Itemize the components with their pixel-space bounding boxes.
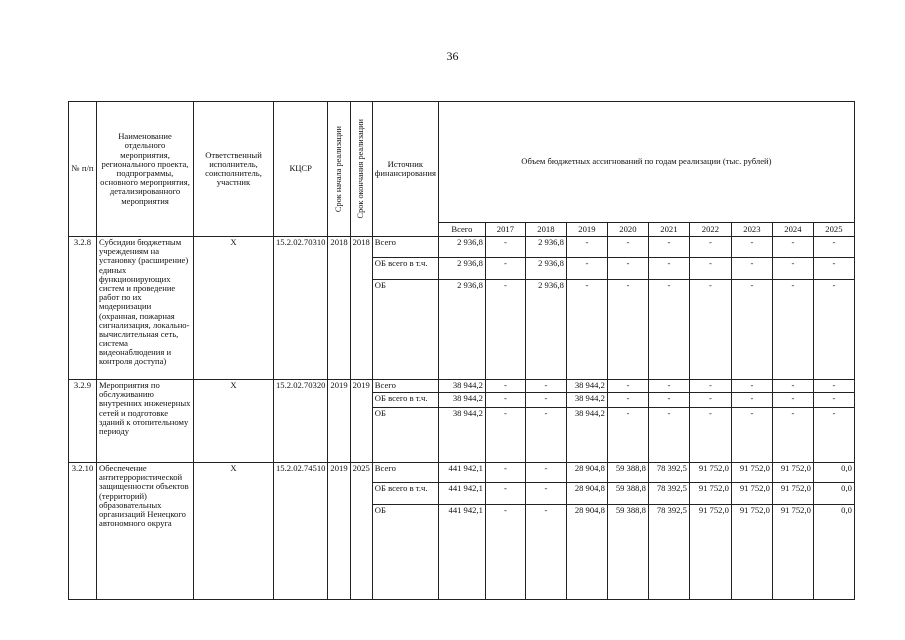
- total-amount: 38 944,2: [438, 380, 485, 393]
- year-amount: -: [485, 505, 525, 600]
- page-number: 36: [446, 49, 459, 63]
- header-end-text: Срок окончания реализации: [355, 119, 365, 219]
- year-amount: -: [772, 380, 813, 393]
- year-amount: -: [689, 280, 731, 380]
- header-name: Наименование отдельного мероприятия, регионального проекта, подпрограммы, основного мероприятия, детализированного мероприятия: [97, 102, 194, 237]
- measure-name: Обеспечение антитеррористической защищенности объектов (территорий) образовательных организаций Ненецкого автономного округа: [97, 463, 194, 600]
- header-responsible: Ответственный исполнитель, соисполнитель, участник: [194, 102, 274, 237]
- table-body: [69, 237, 855, 600]
- year-amount: 38 944,2: [566, 408, 607, 463]
- year-amount: -: [813, 280, 854, 380]
- year-amount: -: [772, 393, 813, 408]
- funding-source: Всего: [372, 237, 438, 258]
- year-amount: -: [648, 280, 689, 380]
- year-amount: -: [485, 408, 525, 463]
- header-year: 2023: [731, 223, 772, 237]
- row-number: 3.2.9: [69, 380, 97, 463]
- year-amount: -: [485, 463, 525, 483]
- end-year: 2025: [350, 463, 372, 600]
- measure-name: Субсидии бюджетным учреждениям на установку (расширение) единых функционирующих систем и проведение работ по их модернизации (охранная, пожарная сигнализация, локально-вычислительная сеть, система видеонаблюдения и контроля доступа): [97, 237, 194, 380]
- year-amount: -: [731, 280, 772, 380]
- header-end: [350, 102, 372, 237]
- funding-source: ОБ: [372, 408, 438, 463]
- header-kcsr: КЦСР: [274, 102, 328, 237]
- year-amount: -: [731, 408, 772, 463]
- year-amount: 91 752,0: [772, 483, 813, 505]
- year-amount: 91 752,0: [689, 505, 731, 600]
- year-amount: -: [731, 393, 772, 408]
- year-amount: -: [731, 237, 772, 258]
- year-amount: 91 752,0: [731, 483, 772, 505]
- year-amount: -: [525, 393, 566, 408]
- year-amount: -: [566, 280, 607, 380]
- year-amount: -: [772, 258, 813, 280]
- total-amount: 441 942,1: [438, 483, 485, 505]
- budget-table: [68, 101, 855, 600]
- funding-source: ОБ всего в т.ч.: [372, 258, 438, 280]
- row-number: 3.2.10: [69, 463, 97, 600]
- year-amount: -: [485, 393, 525, 408]
- year-amount: 78 392,5: [648, 463, 689, 483]
- year-amount: 28 904,8: [566, 483, 607, 505]
- year-amount: -: [485, 237, 525, 258]
- kcsr-code: 15.2.02.74510: [274, 463, 328, 600]
- header-year: 2025: [813, 223, 854, 237]
- measure-name: Мероприятия по обслуживанию внутренних инженерных сетей и подготовке зданий к отопительному периоду: [97, 380, 194, 463]
- total-amount: 2 936,8: [438, 280, 485, 380]
- year-amount: -: [772, 280, 813, 380]
- header-year: 2018: [525, 223, 566, 237]
- responsible-cell: Х: [194, 380, 274, 463]
- year-amount: -: [485, 483, 525, 505]
- start-year: 2018: [328, 237, 350, 380]
- total-amount: 38 944,2: [438, 408, 485, 463]
- year-amount: -: [566, 237, 607, 258]
- kcsr-code: 15.2.02.70320: [274, 380, 328, 463]
- year-amount: -: [689, 393, 731, 408]
- funding-source: ОБ: [372, 505, 438, 600]
- header-total: Всего: [438, 223, 485, 237]
- year-amount: -: [485, 280, 525, 380]
- year-amount: -: [525, 483, 566, 505]
- year-amount: -: [607, 393, 648, 408]
- year-amount: -: [566, 258, 607, 280]
- year-amount: 2 936,8: [525, 280, 566, 380]
- total-amount: 441 942,1: [438, 505, 485, 600]
- year-amount: -: [607, 237, 648, 258]
- year-amount: -: [648, 408, 689, 463]
- year-amount: 2 936,8: [525, 237, 566, 258]
- year-amount: -: [813, 408, 854, 463]
- table-row: [69, 463, 855, 483]
- year-amount: -: [689, 380, 731, 393]
- year-amount: -: [648, 258, 689, 280]
- year-amount: 91 752,0: [731, 505, 772, 600]
- year-amount: -: [607, 280, 648, 380]
- table-row: [69, 380, 855, 393]
- header-budget: Объем бюджетных ассигнований по годам реализации (тыс. рублей): [438, 102, 854, 223]
- total-amount: 38 944,2: [438, 393, 485, 408]
- year-amount: -: [772, 237, 813, 258]
- year-amount: 91 752,0: [689, 463, 731, 483]
- header-source: Источник финансирования: [372, 102, 438, 237]
- year-amount: 59 388,8: [607, 483, 648, 505]
- funding-source: ОБ всего в т.ч.: [372, 483, 438, 505]
- year-amount: 0,0: [813, 463, 854, 483]
- header-start: [328, 102, 350, 237]
- year-amount: 2 936,8: [525, 258, 566, 280]
- funding-source: Всего: [372, 463, 438, 483]
- year-amount: 59 388,8: [607, 463, 648, 483]
- year-amount: -: [731, 258, 772, 280]
- year-amount: -: [813, 380, 854, 393]
- header-row: [69, 102, 855, 223]
- year-amount: -: [813, 258, 854, 280]
- year-amount: 0,0: [813, 505, 854, 600]
- header-year: 2022: [689, 223, 731, 237]
- funding-source: ОБ: [372, 280, 438, 380]
- start-year: 2019: [328, 463, 350, 600]
- total-amount: 2 936,8: [438, 258, 485, 280]
- year-amount: 38 944,2: [566, 380, 607, 393]
- header-start-text: Срок начала реализации: [333, 125, 343, 213]
- year-amount: -: [689, 237, 731, 258]
- year-amount: -: [525, 463, 566, 483]
- year-amount: -: [607, 380, 648, 393]
- responsible-cell: Х: [194, 463, 274, 600]
- year-amount: 28 904,8: [566, 463, 607, 483]
- year-amount: -: [607, 258, 648, 280]
- header-num: № п/п: [69, 102, 97, 237]
- header-year: 2021: [648, 223, 689, 237]
- header-year: 2017: [485, 223, 525, 237]
- year-amount: 91 752,0: [772, 463, 813, 483]
- year-amount: 91 752,0: [772, 505, 813, 600]
- header-year: 2019: [566, 223, 607, 237]
- header-year: 2024: [772, 223, 813, 237]
- year-amount: 59 388,8: [607, 505, 648, 600]
- year-amount: -: [525, 408, 566, 463]
- year-amount: 91 752,0: [689, 483, 731, 505]
- year-amount: -: [525, 380, 566, 393]
- table-row: [69, 237, 855, 258]
- row-number: 3.2.8: [69, 237, 97, 380]
- year-amount: -: [648, 237, 689, 258]
- year-amount: 0,0: [813, 483, 854, 505]
- end-year: 2019: [350, 380, 372, 463]
- funding-source: ОБ всего в т.ч.: [372, 393, 438, 408]
- year-amount: -: [525, 505, 566, 600]
- year-amount: -: [813, 393, 854, 408]
- year-amount: 38 944,2: [566, 393, 607, 408]
- year-amount: 78 392,5: [648, 505, 689, 600]
- year-amount: -: [485, 380, 525, 393]
- year-amount: 28 904,8: [566, 505, 607, 600]
- year-amount: -: [772, 408, 813, 463]
- year-amount: -: [731, 380, 772, 393]
- year-amount: -: [485, 258, 525, 280]
- year-amount: -: [813, 237, 854, 258]
- total-amount: 441 942,1: [438, 463, 485, 483]
- kcsr-code: 15.2.02.70310: [274, 237, 328, 380]
- year-amount: -: [607, 408, 648, 463]
- year-amount: -: [689, 258, 731, 280]
- year-amount: 91 752,0: [731, 463, 772, 483]
- year-amount: 78 392,5: [648, 483, 689, 505]
- total-amount: 2 936,8: [438, 237, 485, 258]
- year-amount: -: [648, 393, 689, 408]
- funding-source: Всего: [372, 380, 438, 393]
- year-amount: -: [689, 408, 731, 463]
- year-amount: -: [648, 380, 689, 393]
- start-year: 2019: [328, 380, 350, 463]
- end-year: 2018: [350, 237, 372, 380]
- responsible-cell: Х: [194, 237, 274, 380]
- header-year: 2020: [607, 223, 648, 237]
